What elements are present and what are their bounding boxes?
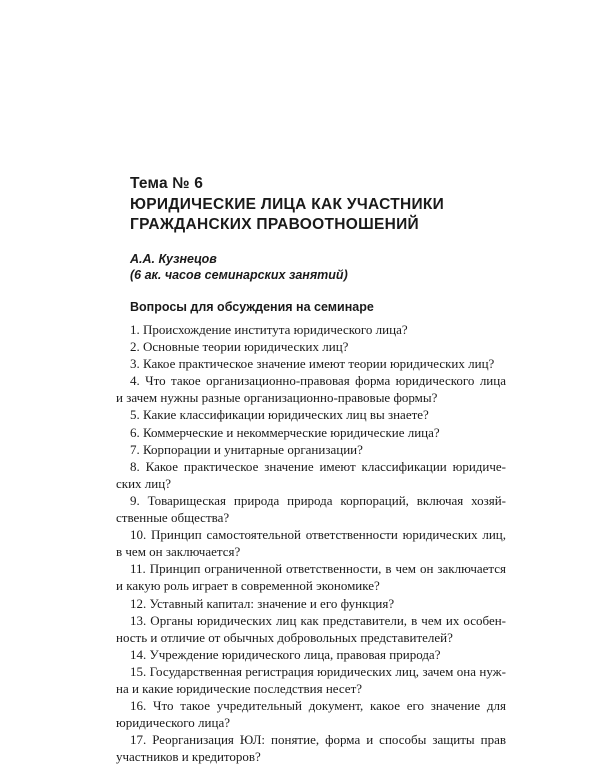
question-line: 1. Происхождение института юридического лица?: [130, 322, 408, 337]
seminar-hours: (6 ак. часов семинарских занятий): [130, 268, 348, 282]
question-line: 14. Учреждение юридического лица, правовая природа?: [130, 646, 441, 662]
question-item: [116, 731, 506, 765]
question-line: 10. Принцип самостоятельной ответственности юридических лиц,: [130, 527, 506, 543]
question-item: [116, 441, 506, 458]
question-item: [116, 338, 506, 355]
question-line: 4. Что такое организационно-правовая форма юридического лица: [130, 373, 506, 389]
question-line: ских лиц?: [116, 475, 171, 491]
question-line: 6. Коммерческие и некоммерческие юридические лица?: [130, 424, 440, 440]
question-line: 16. Что такое учредительный документ, какое его значение для: [130, 698, 506, 714]
question-item: [116, 612, 506, 646]
question-line: юридического лица?: [116, 715, 230, 731]
question-item: [116, 526, 506, 560]
section-heading: Вопросы для обсуждения на семинаре: [130, 300, 374, 314]
question-line: 15. Государственная регистрация юридических лиц, зачем она нуж-: [130, 663, 506, 679]
question-item: [116, 406, 506, 423]
author-name: А.А. Кузнецов: [130, 252, 217, 266]
question-line: и зачем нужны разные организационно-правовые формы?: [116, 390, 438, 406]
question-item: [116, 355, 506, 372]
question-line: и какую роль играет в современной экономике?: [116, 578, 380, 594]
topic-title: [130, 195, 510, 235]
question-line: 5. Какие классификации юридических лиц вы знаете?: [130, 407, 429, 423]
question-line: ность и отличие от обычных добровольных представителей?: [116, 629, 453, 645]
question-line: 12. Уставный капитал: значение и его функция?: [130, 595, 395, 611]
question-line: 8. Какое практическое значение имеют классификации юридиче-: [130, 458, 506, 474]
question-item: [116, 595, 506, 612]
question-item: [116, 424, 506, 441]
question-item: [116, 663, 506, 697]
question-line: 11. Принцип ограниченной ответственности, в чем он заключается: [130, 561, 506, 577]
question-line: участников и кредиторов?: [116, 749, 261, 765]
question-line: 13. Органы юридических лиц как представители, в чем их особен-: [130, 612, 506, 628]
question-item: [116, 458, 506, 492]
question-item: [116, 560, 506, 594]
question-item: [116, 321, 506, 338]
question-line: 2. Основные теории юридических лиц?: [130, 339, 349, 355]
questions-list: [116, 321, 506, 765]
question-line: 3. Какое практическое значение имеют теории юридических лиц?: [130, 356, 495, 372]
question-line: ственные общества?: [116, 510, 230, 526]
question-item: [116, 372, 506, 406]
topic-title-line: ЮРИДИЧЕСКИЕ ЛИЦА КАК УЧАСТНИКИ: [130, 196, 445, 213]
question-line: 7. Корпорации и унитарные организации?: [130, 441, 363, 457]
question-item: [116, 492, 506, 526]
question-line: 17. Реорганизация ЮЛ: понятие, форма и способы защиты прав: [130, 732, 506, 748]
question-line: 9. Товарищеская природа природа корпораций, включая хозяй-: [130, 492, 506, 508]
topic-number: Тема № 6: [130, 175, 204, 192]
question-line: в чем он заключается?: [116, 544, 241, 560]
topic-title-line: ГРАЖДАНСКИХ ПРАВООТНОШЕНИЙ: [130, 216, 419, 233]
question-item: [116, 697, 506, 731]
question-line: на и какие юридические последствия несет?: [116, 680, 363, 696]
question-item: [116, 646, 506, 663]
